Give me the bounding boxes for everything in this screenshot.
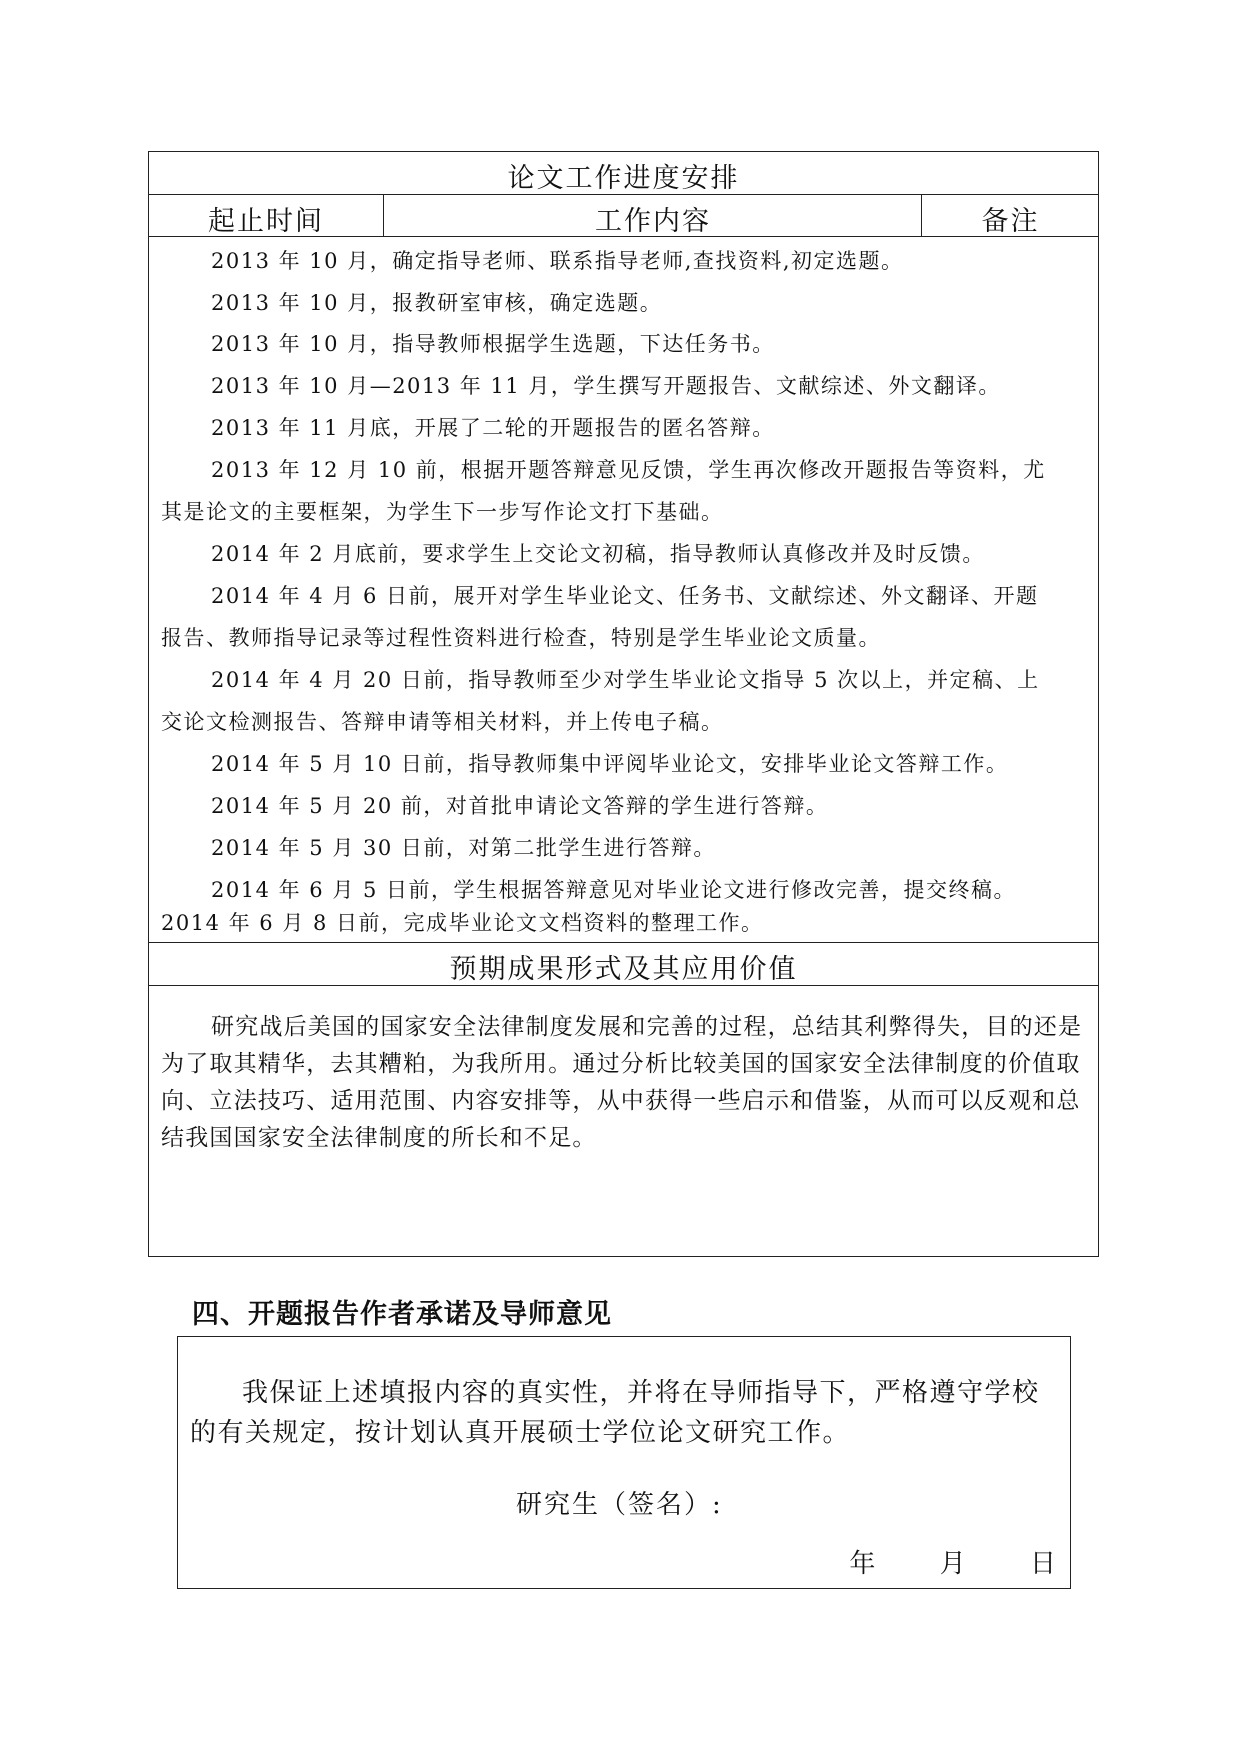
plan-line: 2014 年 6 月 8 日前，完成毕业论文文档资料的整理工作。	[161, 911, 764, 935]
outcome-text	[161, 1009, 1092, 1157]
divider	[921, 194, 922, 236]
plan-line: 2013 年 10 月，确定指导老师、联系指导老师,查找资料,初定选题。	[211, 249, 904, 273]
plan-line: 2013 年 10 月，报教研室审核，确定选题。	[211, 291, 663, 315]
plan-line: 2013 年 12 月 10 前，根据开题答辩意见反馈，学生再次修改开题报告等资料，尤	[211, 458, 1046, 482]
pledge-box	[177, 1336, 1071, 1589]
divider	[383, 194, 384, 236]
plan-line: 2013 年 10 月—2013 年 11 月，学生撰写开题报告、文献综述、外文翻译。	[211, 374, 1001, 398]
schedule-table	[148, 151, 1099, 1257]
plan-line: 2014 年 2 月底前，要求学生上交论文初稿，指导教师认真修改并及时反馈。	[211, 542, 985, 566]
signature-label: 研究生（签名）:	[516, 1490, 723, 1520]
plan-line: 2013 年 11 月底，开展了二轮的开题报告的匿名答辩。	[211, 416, 775, 440]
plan-line: 2014 年 4 月 6 日前，展开对学生毕业论文、任务书、文献综述、外文翻译、开题	[211, 584, 1039, 608]
header-period: 起止时间	[208, 206, 324, 237]
plan-line: 交论文检测报告、答辩申请等相关材料，并上传电子稿。	[161, 710, 724, 734]
pledge-text: 我保证上述填报内容的真实性，并将在导师指导下，严格遵守学校的有关规定，按计划认真开展硕士学位论文研究工作。	[190, 1378, 1040, 1448]
outcome-title: 预期成果形式及其应用价值	[449, 954, 798, 985]
date-month: 月	[939, 1549, 966, 1579]
date-year: 年	[849, 1549, 876, 1579]
divider	[149, 942, 1098, 943]
plan-line: 2014 年 6 月 5 日前，学生根据答辩意见对毕业论文进行修改完善，提交终稿。	[211, 878, 1017, 902]
outcome-paragraph: 研究战后美国的国家安全法律制度发展和完善的过程，总结其利弊得失，目的还是为了取其精华，去其糟粕，为我所用。通过分析比较美国的国家安全法律制度的价值取向、立法技巧、适用范围、内容安排等，从中获得一些启示和借鉴，从而可以反观和总结我国国家安全法律制度的所长和不足。	[161, 1014, 1083, 1151]
plan-line: 报告、教师指导记录等过程性资料进行检查，特别是学生毕业论文质量。	[161, 626, 881, 650]
plan-line: 2014 年 5 月 20 前，对首批申请论文答辩的学生进行答辩。	[211, 794, 829, 818]
divider	[149, 194, 1098, 195]
header-remark: 备注	[981, 206, 1040, 237]
plan-line: 其是论文的主要框架，为学生下一步写作论文打下基础。	[161, 500, 724, 524]
schedule-title: 论文工作进度安排	[507, 163, 740, 194]
section-heading: 四、开题报告作者承诺及导师意见	[192, 1299, 612, 1330]
header-content: 工作内容	[595, 206, 711, 237]
plan-line: 2014 年 5 月 30 日前，对第二批学生进行答辩。	[211, 836, 716, 860]
date-line	[849, 1543, 1056, 1580]
divider	[149, 985, 1098, 986]
divider	[149, 236, 1098, 237]
plan-line: 2014 年 4 月 20 日前，指导教师至少对学生毕业论文指导 5 次以上，并定稿、上	[211, 668, 1040, 692]
plan-line: 2014 年 5 月 10 日前，指导教师集中评阅毕业论文，安排毕业论文答辩工作。	[211, 752, 1009, 776]
plan-line: 2013 年 10 月，指导教师根据学生选题，下达任务书。	[211, 332, 775, 356]
date-day: 日	[1029, 1549, 1056, 1579]
